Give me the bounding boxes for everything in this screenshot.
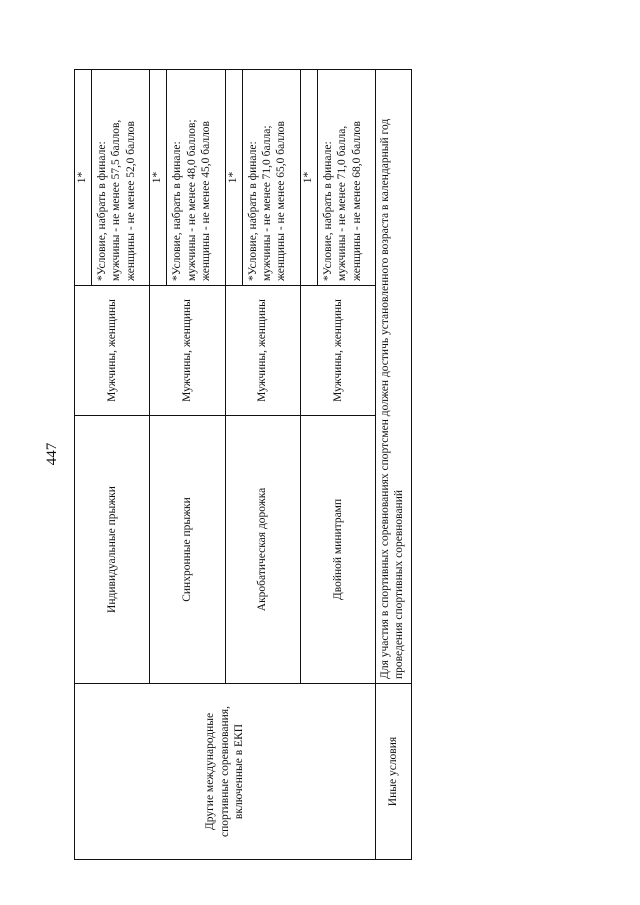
condition-cell — [317, 70, 375, 286]
table-row — [376, 70, 412, 860]
discipline-name: Индивидуальные прыжки — [75, 416, 150, 684]
condition-line: *Условие, набрать в финале: — [96, 141, 108, 281]
count-cell: 1* — [150, 70, 167, 286]
other-conditions-text: Для участия в спортивных соревнованиях спортсмен должен достичь установленного возраста в календарный год проведения спортивных соревнований — [376, 70, 412, 684]
condition-line: *Условие, набрать в финале: — [321, 141, 334, 281]
count-cell: 1* — [75, 70, 92, 286]
discipline-name: Синхронные прыжки — [150, 416, 225, 684]
condition-line: *Условие, набрать в финале: — [246, 141, 259, 281]
condition-line: мужчины - не менее 71,0 балла, — [336, 125, 349, 281]
gender-cell: Мужчины, женщины — [75, 286, 150, 416]
group-label-cell: Другие международные спортивные соревнования, включенные в ЕКП — [75, 684, 376, 860]
count-cell: 1* — [300, 70, 317, 286]
condition-cell — [242, 70, 300, 286]
gender-cell: Мужчины, женщины — [150, 286, 225, 416]
count-cell: 1* — [225, 70, 242, 286]
sport-requirements-table — [74, 69, 412, 860]
gender-cell: Мужчины, женщины — [225, 286, 300, 416]
condition-line: женщины - не менее 65,0 баллов — [275, 121, 288, 281]
table-row — [75, 70, 92, 860]
condition-cell — [92, 70, 150, 286]
discipline-name: Двойной минитрамп — [300, 416, 375, 684]
gender-cell: Мужчины, женщины — [300, 286, 375, 416]
condition-line: мужчины - не менее 57,5 баллов, — [110, 119, 123, 281]
discipline-name: Акробатическая дорожка — [225, 416, 300, 684]
condition-line: мужчины - не менее 71,0 балла; — [260, 125, 273, 281]
condition-line: женщины - не менее 68,0 баллов — [350, 121, 363, 281]
page-number: 447 — [43, 442, 60, 466]
condition-line: женщины - не менее 52,0 баллов — [124, 121, 137, 281]
condition-cell — [167, 70, 225, 286]
condition-line: мужчины - не менее 48,0 баллов; — [185, 119, 198, 281]
condition-line: женщины - не менее 45,0 баллов — [200, 121, 212, 281]
other-conditions-label: Иные условия — [376, 684, 412, 860]
table-rotated-wrapper — [74, 70, 412, 860]
condition-line: *Условие, набрать в финале: — [171, 141, 184, 281]
